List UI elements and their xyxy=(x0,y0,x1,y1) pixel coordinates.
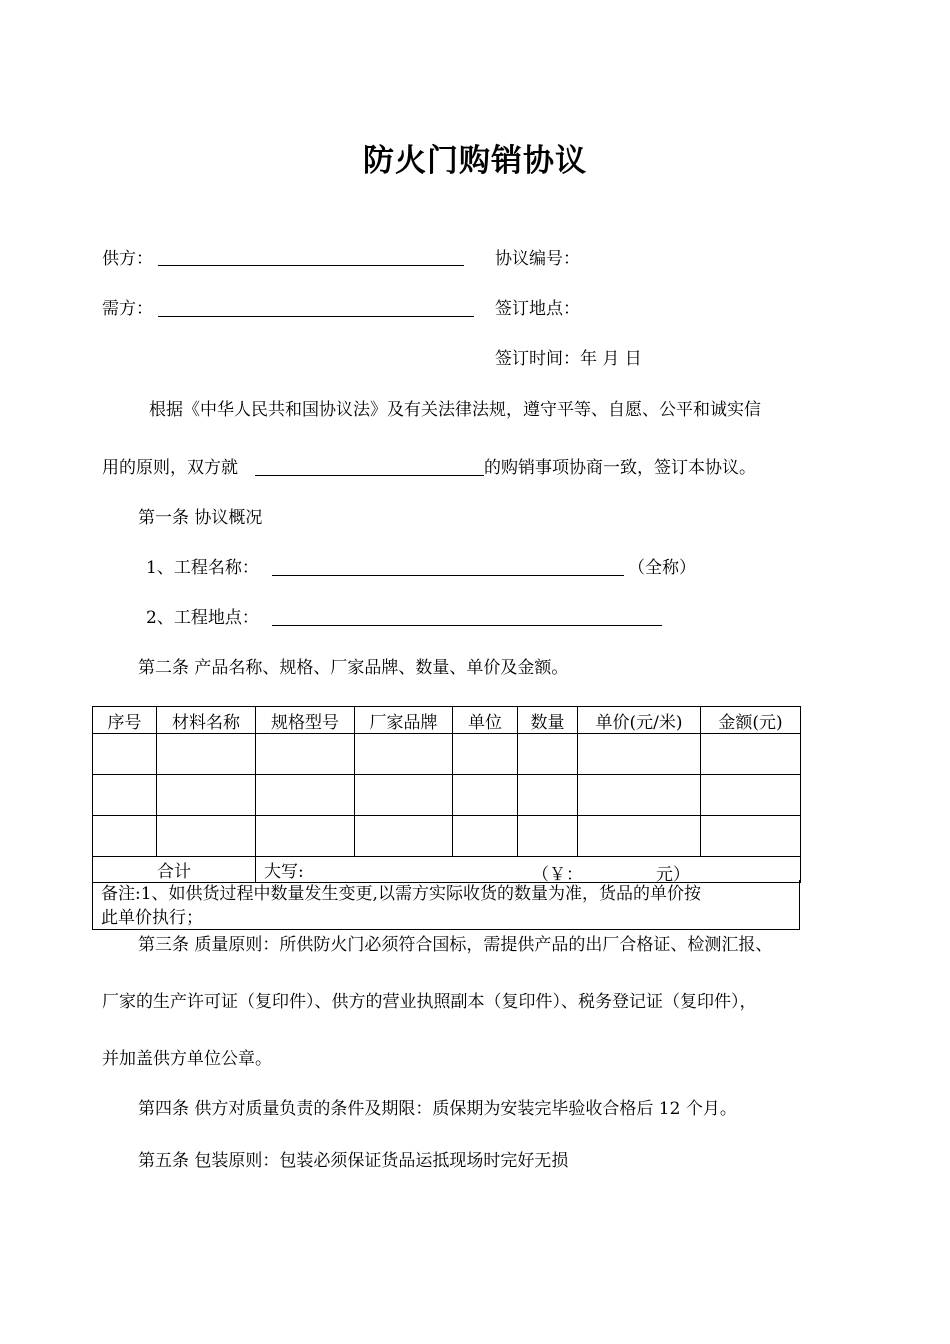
contract-no-label: 协议编号： xyxy=(495,249,580,269)
table-cell[interactable] xyxy=(518,734,578,775)
project-site-label: 2、工程地点： xyxy=(146,608,259,628)
buyer-field-line[interactable] xyxy=(158,316,474,317)
amount-open: （￥： xyxy=(532,865,583,885)
table-cell[interactable] xyxy=(93,734,157,775)
table-row xyxy=(93,775,801,816)
table-note-line-2: 此单价执行； xyxy=(101,908,203,928)
table-header-cell: 规格型号 xyxy=(256,707,355,734)
table-cell[interactable] xyxy=(578,734,701,775)
document-title: 防火门购销协议 xyxy=(363,143,587,179)
product-table xyxy=(92,706,801,883)
table-cell[interactable] xyxy=(93,816,157,857)
table-cell[interactable] xyxy=(701,775,801,816)
supplier-label: 供方： xyxy=(102,249,153,269)
capital-amount-label: 大写: xyxy=(264,862,304,882)
table-cell[interactable] xyxy=(157,775,256,816)
table-cell[interactable] xyxy=(157,734,256,775)
article2-heading: 第二条 产品名称、规格、厂家品牌、数量、单价及金额。 xyxy=(138,658,569,678)
table-cell[interactable] xyxy=(157,816,256,857)
table-header-row xyxy=(93,707,801,734)
total-label: 合计 xyxy=(93,857,256,883)
table-header-cell: 材料名称 xyxy=(157,707,256,734)
purchase-item-field-line[interactable] xyxy=(255,475,484,476)
amount-close: 元） xyxy=(656,865,690,885)
buyer-label: 需方： xyxy=(102,299,153,319)
table-cell[interactable] xyxy=(355,734,453,775)
project-site-field-line[interactable] xyxy=(272,625,662,626)
article4-text: 第四条 供方对质量负责的条件及期限：质保期为安装完毕验收合格后 12 个月。 xyxy=(138,1099,737,1119)
sign-place-label: 签订地点： xyxy=(495,299,580,319)
table-cell[interactable] xyxy=(518,775,578,816)
article3-line-1: 第三条 质量原则：所供防火门必须符合国标，需提供产品的出厂合格证、检测汇报、 xyxy=(138,935,773,955)
article3-line-2: 厂家的生产许可证（复印件）、供方的营业执照副本（复印件）、税务登记证（复印件）， xyxy=(102,992,757,1012)
project-name-suffix: （全称） xyxy=(628,558,696,578)
sign-time-label: 签订时间：年 月 日 xyxy=(495,349,642,369)
table-header-cell: 单价(元/米) xyxy=(578,707,701,734)
table-row xyxy=(93,816,801,857)
table-cell[interactable] xyxy=(355,816,453,857)
supplier-field-line[interactable] xyxy=(158,265,464,266)
table-cell[interactable] xyxy=(701,734,801,775)
table-header-cell: 金额(元) xyxy=(701,707,801,734)
table-cell[interactable] xyxy=(453,816,518,857)
table-note-line-1: 备注:1、如供货过程中数量发生变更,以需方实际收货的数量为准，货品的单价按 xyxy=(101,884,701,904)
article5-text: 第五条 包装原则：包装必须保证货品运抵现场时完好无损 xyxy=(138,1151,569,1171)
table-header-cell: 厂家品牌 xyxy=(355,707,453,734)
table-total-row xyxy=(93,857,801,883)
table-cell[interactable] xyxy=(518,816,578,857)
table-cell[interactable] xyxy=(578,816,701,857)
intro-line-2-prefix: 用的原则，双方就 xyxy=(102,458,238,478)
table-cell[interactable] xyxy=(93,775,157,816)
project-name-label: 1、工程名称： xyxy=(146,558,259,578)
table-cell[interactable] xyxy=(256,775,355,816)
table-cell[interactable] xyxy=(453,734,518,775)
table-header-cell: 单位 xyxy=(453,707,518,734)
table-cell[interactable] xyxy=(256,734,355,775)
total-amount-cell[interactable] xyxy=(256,857,801,883)
table-header-cell: 数量 xyxy=(518,707,578,734)
table-cell[interactable] xyxy=(256,816,355,857)
table-note xyxy=(92,880,800,930)
table-cell[interactable] xyxy=(453,775,518,816)
article3-line-3: 并加盖供方单位公章。 xyxy=(102,1049,272,1069)
intro-line-2-suffix: 的购销事项协商一致，签订本协议。 xyxy=(484,458,756,478)
article1-heading: 第一条 协议概况 xyxy=(138,508,263,528)
table-row xyxy=(93,734,801,775)
table-cell[interactable] xyxy=(355,775,453,816)
table-cell[interactable] xyxy=(578,775,701,816)
table-cell[interactable] xyxy=(701,816,801,857)
table-header-cell: 序号 xyxy=(93,707,157,734)
project-name-field-line[interactable] xyxy=(272,575,624,576)
intro-line-1: 根据《中华人民共和国协议法》及有关法律法规，遵守平等、自愿、公平和诚实信 xyxy=(149,400,761,420)
